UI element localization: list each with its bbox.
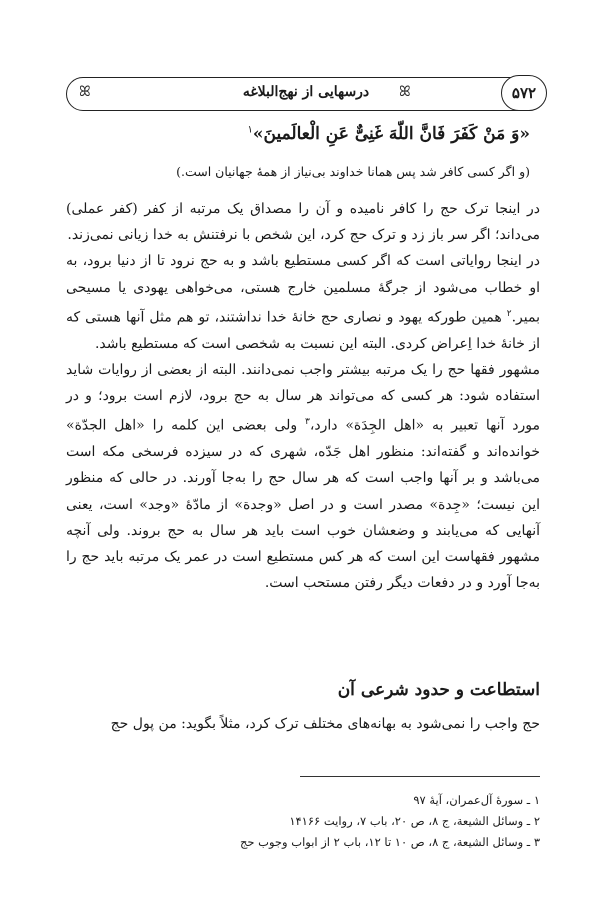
paragraph-2 [66,248,540,356]
footnote-ref-1: ۱ [247,124,253,136]
footnotes [66,790,540,853]
paragraph-1: در اینجا ترک حج را کافر نامیده و آن را مصداق یک مرتبه از کفر (کفر عملی) می‌داند؛ اگر سر باز زد و ترک حج کرد، این شخص با نرفتنش به خدا زیانی نمی‌زند. [66,201,540,244]
footnote-divider [300,776,540,777]
paragraph-3-part-b: ولی بعضی این کلمه را «اهل الجدّة» خوانده‌اند و گفته‌اند: منظور اهل جَدّه، شهری که در سیزده فرسخی مکه است می‌باشد و بر آنها واجب است که هر سال حج را به‌جا آورند. در حالی که منظور این نیست؛ «جِدة» مصدر است و در اصل «وجدة» از مادّهٔ «وجد» است، یعنی آنهایی که می‌یابند و وضعشان خوب است باید هر سال به حج بروند. ولی آنچه مشهور فقهاست این است که هر کس مستطیع است در عمر یک مرتبه باید حج را به‌جا آورد و در دفعات دیگر رفتن مستحب است. [66,417,540,592]
section-heading: استطاعت و حدود شرعی آن [337,680,540,700]
running-header [66,77,546,111]
footnote-2: ۲ ـ وسائل الشیعة، ج ۸، ص ۲۰، باب ۷، روایت ۱۴۱۶۶ [289,814,540,828]
footnote-3: ۳ ـ وسائل الشیعة، ج ۸، ص ۱۰ تا ۱۲، باب ۲ از ابواب وجوب حج [239,835,540,849]
ornament-right-icon: ꕤ [399,84,411,100]
quran-verse [70,124,530,144]
paragraph-3 [66,357,540,596]
section-first-line: حج واجب را نمی‌شود به بهانه‌های مختلف ترک کرد، مثلاً بگوید: من پول حج [110,716,540,732]
footnote-ref-3: ۳ [305,417,310,428]
paragraph-2-part-b: همین طورکه یهود و نصاری حج خانهٔ خدا نداشتند، تو هم مثل آنها هستی که از خانهٔ خدا اِعراض کردی. البته این نسبت به شخصی است که مستطیع باشد. [66,309,540,352]
verse-text: «وَ مَنْ کَفَرَ فَانَّ اللّهَ غَنِیٌّ عَنِ الْعالَمینَ» [252,124,530,144]
footnote-1: ۱ ـ سورهٔ آل‌عمران، آیهٔ ۹۷ [413,793,540,807]
paragraph-3-part-a: مشهور فقها حج را یک مرتبه بیشتر واجب نمی‌دانند. البته از بعضی از روایات شاید استفاده شود: هر کسی که می‌تواند هر سال به حج برود، لازم است برود؛ و در مورد آنها تعبیر به «اهل الجِدَة» دارد، [66,361,540,434]
running-title: درسهایی از نهج‌البلاغه [242,84,370,100]
paragraph-2-part-a: در اینجا روایاتی است که اگر کسی مستطیع باشد و به حج نرود تا از دنیا برود، به او خطاب می‌شود از جرگهٔ مسلمین خارج هستی، می‌خواهی یهودی یا مسیحی بمیر. [66,253,540,326]
footnote-ref-2: ۲ [506,308,512,319]
ornament-left-icon: ꕤ [79,84,91,100]
page-number: ۵۷۲ [501,75,547,111]
body-text [66,196,540,596]
verse-translation: (و اگر کسی کافر شد پس همانا خداوند بی‌نیاز از همهٔ جهانیان است.) [176,164,530,179]
